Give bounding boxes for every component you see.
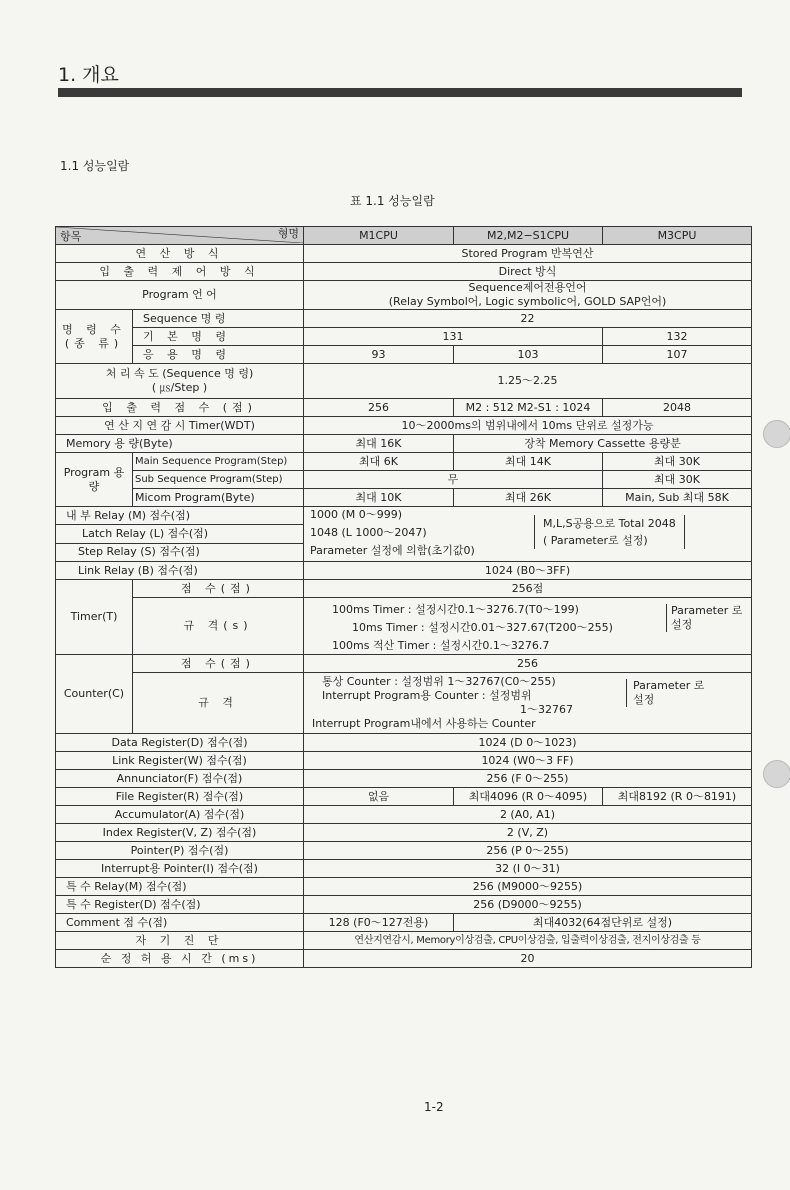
special-register-label: 특 수 Register(D) 점수(점) — [56, 896, 304, 914]
table-row — [56, 788, 752, 806]
pointer-value: 256 (P 0～255) — [304, 842, 752, 860]
table-row — [56, 770, 752, 788]
timer-spec-label: 규 격(s) — [133, 598, 304, 655]
table-row — [56, 435, 752, 453]
table-row — [56, 417, 752, 435]
link-relay-label: Link Relay (B) 점수(점) — [56, 562, 304, 580]
interrupt-pointer-label: Interrupt용 Pointer(I) 점수(점) — [56, 860, 304, 878]
table-row — [56, 562, 752, 580]
micom-label: Micom Program(Byte) — [133, 489, 304, 507]
lang-line-2: (Relay Symbol어, Logic symbolic어, GOLD SAP언어) — [388, 295, 667, 308]
app-inst-m3: 107 — [603, 346, 752, 364]
table-row — [56, 310, 752, 328]
header-item-model-cell — [56, 227, 304, 245]
counter-param-note: Parameter 로 설정 — [626, 679, 713, 707]
sequence-inst-label: Sequence 명 령 — [133, 310, 304, 328]
link-relay-value: 1024 (B0～3FF) — [304, 562, 752, 580]
header-col-m3: M3CPU — [603, 227, 752, 245]
table-row — [56, 281, 752, 310]
chapter-divider — [58, 88, 742, 97]
annunciator-label: Annunciator(F) 점수(점) — [56, 770, 304, 788]
index-register-label: Index Register(V, Z) 점수(점) — [56, 824, 304, 842]
data-register-label: Data Register(D) 점수(점) — [56, 734, 304, 752]
link-register-value: 1024 (W0～3 FF) — [304, 752, 752, 770]
instruction-count-label: 명 령 수 (종 류) — [56, 310, 133, 364]
table-row — [56, 914, 752, 932]
row-label: Program 언 어 — [56, 281, 304, 310]
counter-line-3: 1～32767 — [520, 703, 573, 716]
header-col-m2: M2,M2−S1CPU — [454, 227, 603, 245]
timer-points-label: 점 수(점) — [133, 580, 304, 598]
special-relay-label: 특 수 Relay(M) 점수(점) — [56, 878, 304, 896]
table-row — [56, 399, 752, 417]
io-points-m3: 2048 — [603, 399, 752, 417]
counter-spec-label: 규 격 — [133, 673, 304, 734]
diagonal-line-icon — [56, 227, 303, 243]
self-diagnosis-value: 연산지연감시, Memory이상검출, CPU이상검출, 입출력이상검출, 전지이상검출 등 — [304, 932, 752, 950]
binder-hole-icon — [763, 760, 790, 788]
speed-label-line-1: 처 리 속 도 (Sequence 명 령) — [105, 367, 254, 380]
spec-table — [55, 226, 752, 968]
io-points-m2: M2 : 512 M2-S1 : 1024 — [454, 399, 603, 417]
relay-group-cell — [304, 507, 752, 562]
timer-label: Timer(T) — [56, 580, 133, 655]
table-row — [56, 860, 752, 878]
step-relay-value: Parameter 설정에 의함(초기값0) — [310, 544, 475, 557]
io-points-m1: 256 — [304, 399, 454, 417]
table-row — [56, 878, 752, 896]
binder-hole-icon — [763, 420, 790, 448]
mls-note-line-1: M,L,S공용으로 Total 2048 — [543, 517, 676, 530]
interrupt-pointer-value: 32 (I 0～31) — [304, 860, 752, 878]
comment-m1: 128 (F0～127전용) — [304, 914, 454, 932]
table-row — [56, 896, 752, 914]
data-register-value: 1024 (D 0～1023) — [304, 734, 752, 752]
timer-spec-lines — [332, 601, 613, 655]
micom-m3: Main, Sub 최대 58K — [603, 489, 752, 507]
chapter-title: 1. 개요 — [58, 64, 119, 86]
special-register-value: 256 (D9000～9255) — [304, 896, 752, 914]
counter-points-value: 256 — [304, 655, 752, 673]
table-row — [56, 471, 752, 489]
timer-line-3: 100ms 적산 Timer : 설정시간0.1～3276.7 — [332, 639, 550, 652]
table-row — [56, 453, 752, 471]
internal-relay-label: 내 부 Relay (M) 점수(점) — [56, 507, 304, 525]
comment-label: Comment 점 수(점) — [56, 914, 304, 932]
counter-label: Counter(C) — [56, 655, 133, 734]
table-row — [56, 580, 752, 598]
table-row — [56, 673, 752, 734]
table-row — [56, 734, 752, 752]
power-loss-label: 순 정 허 용 시 간 (ms) — [56, 950, 304, 968]
main-seq-label: Main Sequence Program(Step) — [133, 453, 304, 471]
wdt-value: 10～2000ms의 범위내에서 10ms 단위로 설정가능 — [304, 417, 752, 435]
table-row — [56, 598, 752, 655]
table-row — [56, 346, 752, 364]
accumulator-value: 2 (A0, A1) — [304, 806, 752, 824]
table-row — [56, 752, 752, 770]
page-number: 1-2 — [424, 1100, 444, 1114]
table-header-row — [56, 227, 752, 245]
accumulator-label: Accumulator(A) 점수(점) — [56, 806, 304, 824]
table-row — [56, 328, 752, 346]
main-seq-m3: 최대 30K — [603, 453, 752, 471]
memory-m23: 장착 Memory Cassette 용량분 — [454, 435, 752, 453]
annunciator-value: 256 (F 0～255) — [304, 770, 752, 788]
file-register-m3: 최대8192 (R 0～8191) — [603, 788, 752, 806]
memory-label: Memory 용 량(Byte) — [56, 435, 304, 453]
row-label: 연 산 방 식 — [56, 245, 304, 263]
sub-seq-label: Sub Sequence Program(Step) — [133, 471, 304, 489]
speed-label — [56, 364, 304, 399]
speed-value: 1.25～2.25 — [304, 364, 752, 399]
table-row — [56, 263, 752, 281]
sequence-inst-value: 22 — [304, 310, 752, 328]
counter-spec-cell — [304, 673, 752, 734]
table-row — [56, 364, 752, 399]
micom-m2: 최대 26K — [454, 489, 603, 507]
file-register-m2: 최대4096 (R 0～4095) — [454, 788, 603, 806]
table-row — [56, 932, 752, 950]
table-row — [56, 507, 752, 525]
header-item: 항목 — [60, 230, 82, 243]
timer-line-1: 100ms Timer : 설정시간0.1～3276.7(T0～199) — [332, 603, 579, 616]
counter-line-4: Interrupt Program내에서 사용하는 Counter — [312, 717, 536, 730]
row-label: 입 출 력 제 어 방 식 — [56, 263, 304, 281]
app-inst-m2: 103 — [454, 346, 603, 364]
row-value — [304, 281, 752, 310]
counter-points-label: 점 수(점) — [133, 655, 304, 673]
speed-label-line-2: ( ㎲/Step ) — [151, 381, 208, 394]
program-capacity-label: Program 용 량 — [56, 453, 133, 507]
latch-relay-value: 1048 (L 1000～2047) — [310, 526, 427, 539]
timer-line-2: 10ms Timer : 설정시간0.01～327.67(T200～255) — [352, 621, 613, 634]
app-inst-label: 응 용 명 령 — [133, 346, 304, 364]
row-value: Direct 방식 — [304, 263, 752, 281]
latch-relay-label: Latch Relay (L) 점수(점) — [56, 525, 304, 543]
mls-note — [534, 515, 685, 549]
file-register-m1: 없음 — [304, 788, 454, 806]
table-row — [56, 950, 752, 968]
header-col-m1: M1CPU — [304, 227, 454, 245]
micom-m1: 최대 10K — [304, 489, 454, 507]
section-title: 1.1 성능일람 — [60, 159, 130, 173]
basic-inst-m3: 132 — [603, 328, 752, 346]
table-row — [56, 245, 752, 263]
table-row — [56, 842, 752, 860]
index-register-value: 2 (V, Z) — [304, 824, 752, 842]
power-loss-value: 20 — [304, 950, 752, 968]
table-row — [56, 655, 752, 673]
comment-m23: 최대4032(64점단위로 설정) — [454, 914, 752, 932]
main-seq-m2: 최대 14K — [454, 453, 603, 471]
row-value: Stored Program 반복연산 — [304, 245, 752, 263]
basic-inst-label: 기 본 명 령 — [133, 328, 304, 346]
step-relay-label: Step Relay (S) 점수(점) — [56, 543, 304, 561]
table-caption: 표 1.1 성능일람 — [350, 194, 435, 208]
table-row — [56, 824, 752, 842]
link-register-label: Link Register(W) 점수(점) — [56, 752, 304, 770]
main-seq-m1: 최대 6K — [304, 453, 454, 471]
wdt-label: 연 산 지 연 감 시 Timer(WDT) — [56, 417, 304, 435]
special-relay-value: 256 (M9000～9255) — [304, 878, 752, 896]
header-model: 형명 — [277, 227, 299, 240]
memory-m1: 최대 16K — [304, 435, 454, 453]
file-register-label: File Register(R) 점수(점) — [56, 788, 304, 806]
mls-note-line-2: ( Parameter로 설정) — [543, 534, 648, 547]
counter-line-1: 통상 Counter : 설정범위 1～32767(C0～255) — [322, 675, 556, 688]
lang-line-1: Sequence제어전용언어 — [468, 281, 587, 294]
sub-seq-m12: 무 — [304, 471, 603, 489]
counter-spec-lines — [312, 675, 573, 731]
table-row — [56, 489, 752, 507]
counter-line-2: Interrupt Program용 Counter : 설정범위 — [322, 689, 532, 702]
table-row — [56, 806, 752, 824]
timer-spec-cell — [304, 598, 752, 655]
timer-points-value: 256점 — [304, 580, 752, 598]
io-points-label: 입 출 력 점 수 (점) — [56, 399, 304, 417]
app-inst-m1: 93 — [304, 346, 454, 364]
pointer-label: Pointer(P) 점수(점) — [56, 842, 304, 860]
self-diagnosis-label: 자 기 진 단 — [56, 932, 304, 950]
timer-param-note: Parameter 로 설정 — [666, 604, 745, 632]
basic-inst-m12: 131 — [304, 328, 603, 346]
internal-relay-value: 1000 (M 0～999) — [310, 508, 403, 521]
sub-seq-m3: 최대 30K — [603, 471, 752, 489]
